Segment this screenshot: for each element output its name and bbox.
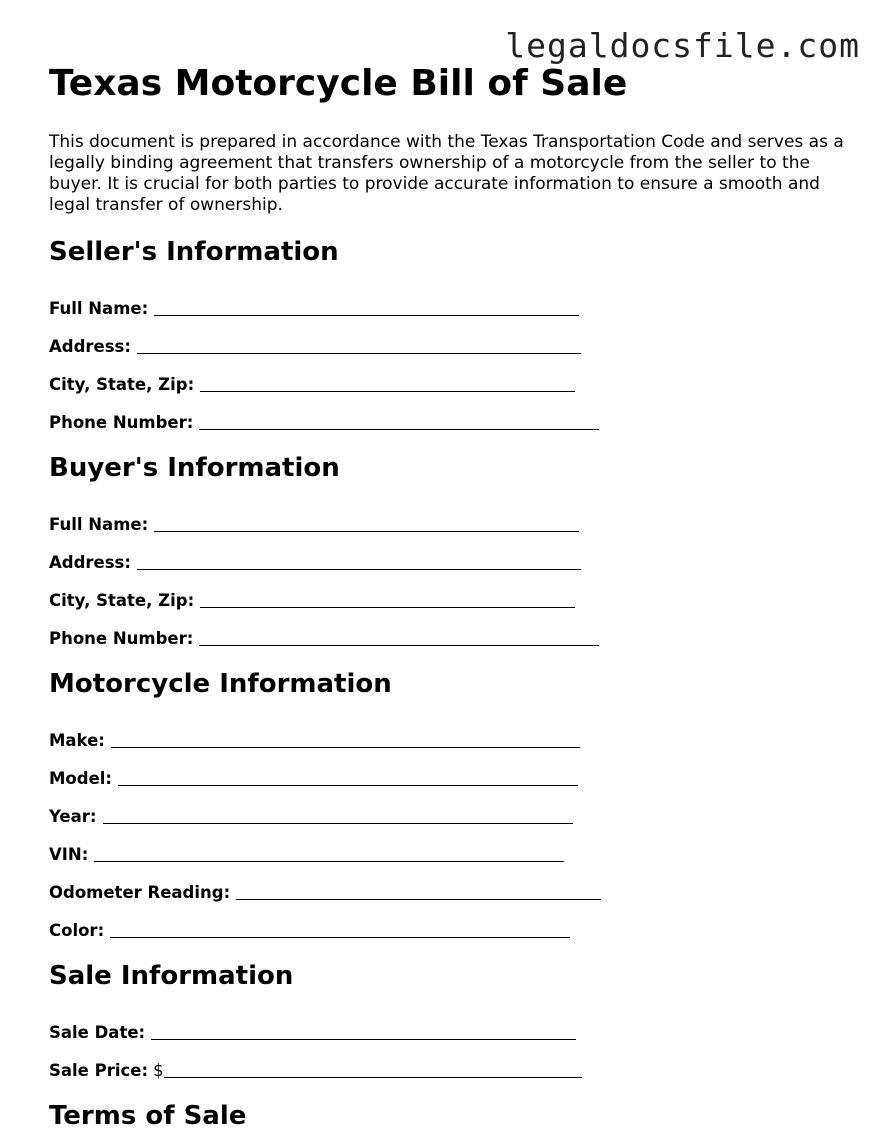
sale-date-line[interactable] — [151, 1025, 576, 1040]
sale-date-field[interactable] — [49, 1004, 849, 1042]
buyer-phone-line[interactable] — [199, 631, 599, 646]
odometer-line[interactable] — [236, 885, 601, 900]
seller-phone-label: Phone Number: — [49, 413, 194, 432]
buyer-full-name-label: Full Name: — [49, 515, 149, 534]
seller-phone-field[interactable] — [49, 394, 849, 432]
year-line[interactable] — [103, 809, 573, 824]
buyer-full-name-line[interactable] — [154, 517, 579, 532]
seller-full-name-field[interactable] — [49, 280, 849, 318]
buyer-city-state-zip-field[interactable] — [49, 572, 849, 610]
buyer-heading: Buyer's Information — [49, 453, 340, 483]
odometer-label: Odometer Reading: — [49, 883, 231, 902]
sale-section — [49, 958, 849, 1080]
seller-full-name-line[interactable] — [154, 301, 579, 316]
seller-full-name-label: Full Name: — [49, 299, 149, 318]
year-label: Year: — [49, 807, 97, 826]
year-field[interactable] — [49, 788, 849, 826]
intro-paragraph: This document is prepared in accordance with the Texas Transportation Code and serves as a legally binding agreement that transfers ownership of a motorcycle from the seller to the buyer. It is crucial for both parties to provide accurate information to ensure a smooth and legal transfer of ownership. — [49, 132, 844, 215]
buyer-address-field[interactable] — [49, 534, 849, 572]
color-field[interactable] — [49, 902, 849, 940]
seller-phone-line[interactable] — [199, 415, 599, 430]
seller-heading: Seller's Information — [49, 237, 339, 267]
make-field[interactable] — [49, 712, 849, 750]
motorcycle-heading: Motorcycle Information — [49, 669, 392, 699]
document-page — [49, 60, 849, 1144]
buyer-address-label: Address: — [49, 553, 131, 572]
seller-address-field[interactable] — [49, 318, 849, 356]
document-title: Texas Motorcycle Bill of Sale — [49, 63, 628, 104]
buyer-section — [49, 450, 849, 648]
seller-address-line[interactable] — [137, 339, 581, 354]
model-line[interactable] — [118, 771, 578, 786]
model-field[interactable] — [49, 750, 849, 788]
sale-price-label: Sale Price: — [49, 1061, 149, 1080]
buyer-phone-field[interactable] — [49, 610, 849, 648]
make-line[interactable] — [111, 733, 580, 748]
sale-date-label: Sale Date: — [49, 1023, 146, 1042]
seller-city-state-zip-label: City, State, Zip: — [49, 375, 195, 394]
sale-price-field[interactable] — [49, 1042, 849, 1080]
buyer-address-line[interactable] — [137, 555, 581, 570]
color-label: Color: — [49, 921, 105, 940]
sale-price-dollar-sign: $ — [153, 1061, 164, 1080]
model-label: Model: — [49, 769, 113, 788]
buyer-city-state-zip-line[interactable] — [200, 593, 575, 608]
terms-section — [49, 1098, 849, 1134]
seller-city-state-zip-field[interactable] — [49, 356, 849, 394]
vin-field[interactable] — [49, 826, 849, 864]
odometer-field[interactable] — [49, 864, 849, 902]
motorcycle-section — [49, 666, 849, 940]
seller-section — [49, 234, 849, 432]
buyer-full-name-field[interactable] — [49, 496, 849, 534]
watermark: legaldocsfile.com — [505, 26, 860, 65]
terms-heading: Terms of Sale — [49, 1101, 247, 1131]
sale-price-line[interactable] — [164, 1063, 582, 1078]
seller-city-state-zip-line[interactable] — [200, 377, 575, 392]
buyer-phone-label: Phone Number: — [49, 629, 194, 648]
seller-address-label: Address: — [49, 337, 131, 356]
sale-heading: Sale Information — [49, 961, 294, 991]
vin-line[interactable] — [94, 847, 564, 862]
make-label: Make: — [49, 731, 105, 750]
buyer-city-state-zip-label: City, State, Zip: — [49, 591, 195, 610]
color-line[interactable] — [110, 923, 570, 938]
vin-label: VIN: — [49, 845, 89, 864]
